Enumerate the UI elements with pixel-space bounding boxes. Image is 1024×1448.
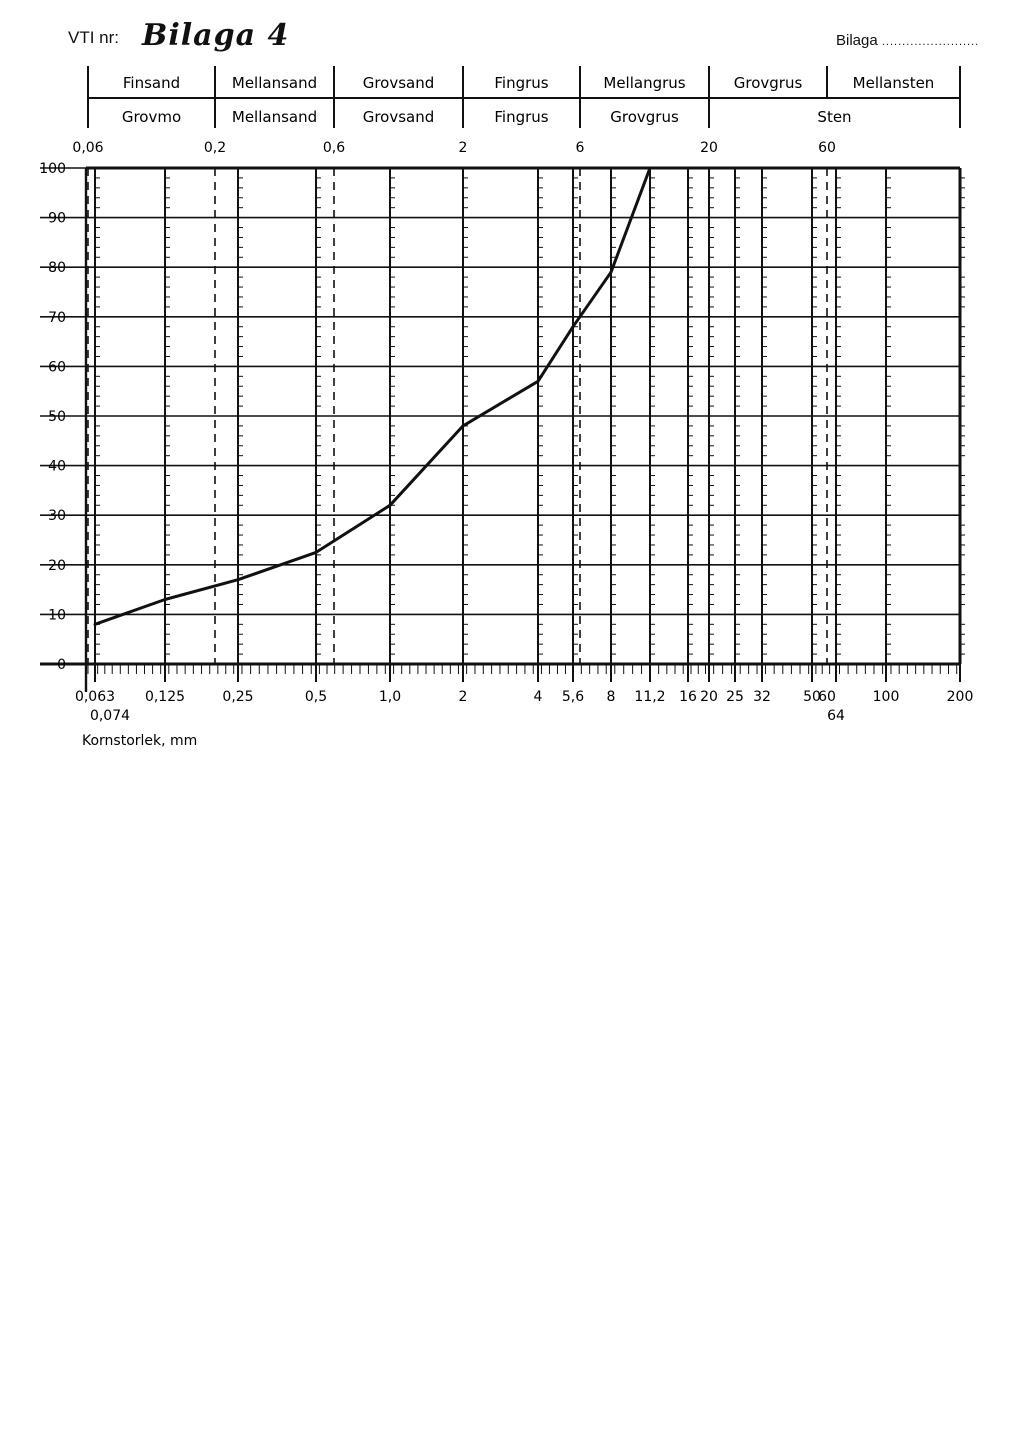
y-tick-label: 10 — [48, 607, 66, 624]
x-tick-label: 5,6 — [561, 689, 585, 705]
x-tick-label: 200 — [946, 689, 974, 705]
soil-class-label: Grovmo — [121, 108, 182, 126]
soil-class-label: Mellansand — [231, 108, 318, 126]
x-tick-label: 20 — [700, 689, 718, 705]
x-tick-label: 1,0 — [378, 689, 402, 705]
boundary-label: 0,06 — [72, 140, 104, 156]
grading-curve-layer — [94, 167, 652, 626]
x-tick-label: 0,5 — [304, 689, 328, 705]
x-tick-label: 100 — [872, 689, 900, 705]
curve-point — [649, 167, 652, 170]
x-tick-label: 32 — [753, 689, 771, 705]
chart-grid — [86, 168, 965, 692]
vti-number-label: VTI nr: — [68, 28, 120, 47]
soil-class-label: Mellansten — [852, 74, 935, 92]
curve-point — [237, 578, 240, 581]
bilaga-label: Bilaga — [836, 32, 878, 49]
soil-class-label: Grovsand — [362, 108, 435, 126]
y-tick-label: 100 — [39, 161, 66, 177]
x-tick-label: 8 — [606, 689, 616, 705]
y-tick-label: 90 — [48, 210, 66, 227]
x-tick-label: 4 — [533, 689, 543, 705]
curve-point — [537, 380, 540, 383]
x-tick-label: 50 — [803, 689, 821, 705]
x-axis — [40, 664, 973, 724]
y-tick-label: 20 — [48, 557, 66, 574]
y-tick-label: 40 — [48, 458, 66, 475]
soil-class-label: Mellansand — [231, 74, 318, 92]
boundary-label: 60 — [818, 140, 836, 156]
soil-class-label: Fingrus — [494, 108, 549, 126]
y-tick-label: 50 — [48, 409, 66, 425]
curve-point — [94, 623, 97, 626]
x-tick-label: 11,2 — [634, 689, 666, 705]
soil-class-label: Sten — [817, 108, 852, 126]
curve-point — [462, 424, 465, 427]
soil-class-label: Fingrus — [494, 74, 549, 92]
soil-class-label: Mellangrus — [603, 74, 686, 92]
y-axis — [39, 161, 86, 673]
boundary-label: 6 — [575, 140, 585, 156]
x-tick-label: 60 — [818, 689, 836, 705]
x-tick-label: 25 — [726, 689, 744, 705]
grading-curve — [95, 168, 650, 624]
y-tick-label: 80 — [48, 260, 66, 277]
x-tick-label: 0,074 — [89, 708, 131, 724]
soil-class-label: Grovgrus — [610, 108, 679, 126]
curve-point — [610, 271, 613, 274]
soil-class-label: Finsand — [122, 74, 181, 92]
y-tick-label: 30 — [48, 508, 66, 525]
x-tick-label: 0,125 — [144, 689, 186, 705]
x-axis-label: Kornstorlek, mm — [82, 733, 198, 749]
y-tick-label: 70 — [48, 309, 66, 326]
handwritten-title: Bilaga 4 — [142, 18, 290, 53]
x-tick-label: 64 — [827, 708, 845, 724]
boundary-label: 0,2 — [203, 140, 227, 156]
boundary-label: 2 — [458, 140, 468, 156]
soil-class-label: Grovgrus — [733, 74, 803, 92]
x-tick-label: 0,063 — [74, 689, 116, 705]
curve-point — [389, 504, 392, 507]
soil-class-table — [72, 66, 960, 156]
y-tick-label: 60 — [48, 359, 66, 376]
x-tick-label: 0,25 — [222, 689, 254, 705]
x-tick-label: 2 — [458, 689, 468, 705]
curve-point — [315, 551, 318, 554]
soil-class-label: Grovsand — [362, 74, 435, 92]
curve-point — [164, 598, 167, 601]
boundary-label: 20 — [700, 140, 718, 156]
y-tick-label: 0 — [57, 657, 66, 673]
boundary-label: 0,6 — [322, 140, 346, 156]
bilaga-dots: ........................ — [881, 36, 980, 48]
curve-point — [572, 325, 575, 328]
x-tick-label: 16 — [679, 689, 697, 705]
